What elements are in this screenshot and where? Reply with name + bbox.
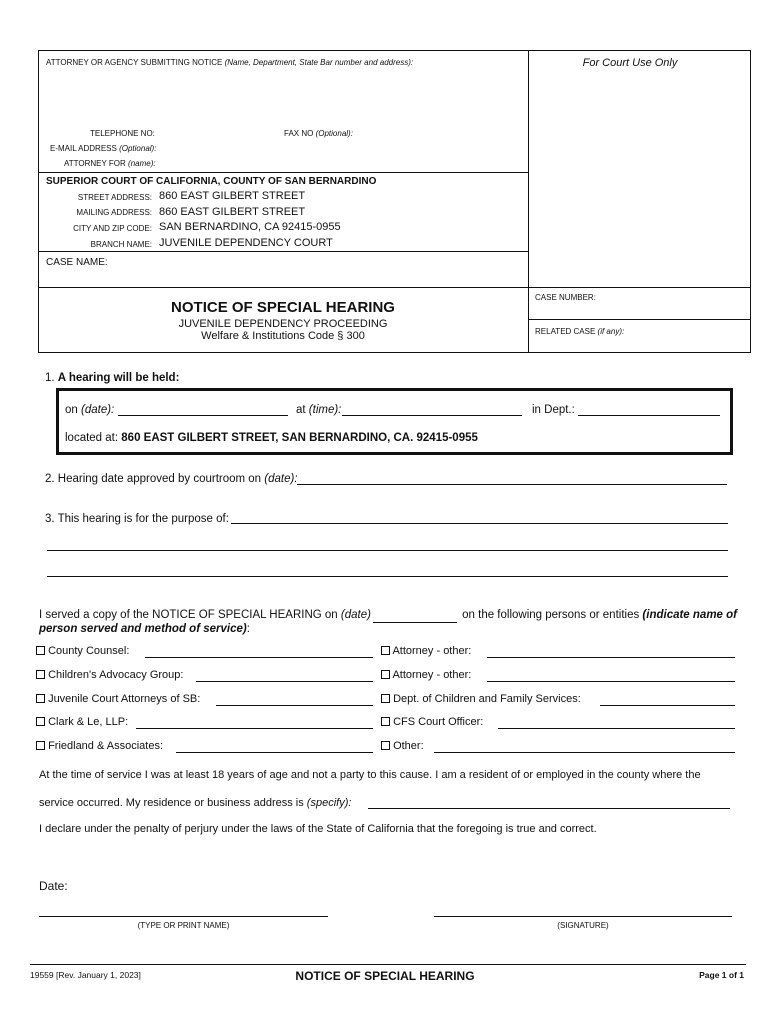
city-zip-label: CITY AND ZIP CODE:	[73, 224, 152, 233]
served-label: Attorney - other:	[392, 669, 472, 681]
attorney-label-note: (Name, Department, State Bar number and address):	[224, 58, 414, 67]
item3-purpose-line-1[interactable]	[231, 512, 728, 524]
footer-form-id: 19559 [Rev. January 1, 2023]	[30, 970, 141, 980]
attorney-for-label-text: ATTORNEY FOR	[64, 159, 126, 168]
served-label: Other:	[393, 740, 424, 752]
fax-field[interactable]	[352, 126, 512, 138]
item3-purpose-line-2[interactable]	[47, 539, 728, 551]
item3-label: 3. This hearing is for the purpose of:	[45, 513, 229, 525]
attorney-for-label-note: (name):	[128, 159, 156, 168]
on-label: on	[65, 404, 78, 416]
header-divider-vertical	[528, 50, 529, 353]
other-field[interactable]	[434, 741, 735, 753]
hearing-dept-field[interactable]	[578, 404, 720, 416]
divider-casename	[38, 251, 528, 252]
form-title: NOTICE OF SPECIAL HEARING	[171, 299, 395, 316]
item2-date-label: (date):	[264, 473, 298, 485]
attorney-for-field[interactable]	[156, 156, 516, 168]
footer-title: NOTICE OF SPECIAL HEARING	[295, 969, 475, 983]
email-label	[50, 144, 156, 153]
email-label-text: E-MAIL ADDRESS	[50, 144, 117, 153]
located-value: 860 EAST GILBERT STREET, SAN BERNARDINO, CA. 92415-0955	[121, 432, 478, 444]
fax-label-text: FAX NO	[284, 129, 314, 138]
served-dcfs[interactable]	[381, 693, 581, 705]
court-name: SUPERIOR COURT OF CALIFORNIA, COUNTY OF SAN BERNARDINO	[46, 176, 377, 187]
email-label-note: (Optional):	[119, 144, 157, 153]
service-intro-b: on the following persons or entities	[462, 609, 640, 621]
served-label: Friedland & Associates:	[48, 740, 164, 752]
service-intro-bold-b: person served and method of service)	[39, 623, 247, 635]
divider-court	[38, 172, 528, 173]
case-number-label: CASE NUMBER:	[535, 293, 596, 302]
declaration-line-2-text: service occurred. My residence or business address is	[39, 797, 304, 809]
hearing-time-field[interactable]	[342, 404, 522, 416]
fax-label	[284, 129, 353, 138]
cfs-court-officer-field[interactable]	[498, 717, 735, 729]
item2-text: 2. Hearing date approved by courtroom on	[45, 473, 262, 485]
served-juvenile-court-attorneys[interactable]	[36, 693, 200, 705]
perjury-statement: I declare under the penalty of perjury under the laws of the State of California that the foregoing is true and correct.	[39, 823, 597, 835]
attorney-other-2-field[interactable]	[487, 670, 735, 682]
telephone-field[interactable]	[156, 126, 276, 138]
print-name-caption: (TYPE OR PRINT NAME)	[137, 921, 230, 930]
friedland-field[interactable]	[176, 741, 373, 753]
served-attorney-other-2[interactable]	[381, 669, 471, 681]
served-label: Dept. of Children and Family Services:	[393, 693, 581, 705]
served-cfs-court-officer[interactable]	[381, 716, 483, 728]
checkbox[interactable]	[36, 717, 45, 726]
service-intro-bold-a: (indicate name of	[642, 609, 737, 621]
checkbox[interactable]	[381, 717, 390, 726]
related-case-text: RELATED CASE	[535, 327, 596, 336]
hearing-date-field[interactable]	[118, 404, 288, 416]
date-label: Date:	[39, 879, 68, 893]
item2-date-field[interactable]	[297, 473, 727, 485]
juvenile-court-attorneys-field[interactable]	[216, 694, 373, 706]
declaration-specify: (specify):	[306, 797, 352, 809]
served-other[interactable]	[381, 740, 424, 752]
service-date-field[interactable]	[373, 609, 457, 623]
attorney-label	[46, 58, 413, 67]
served-label: Juvenile Court Attorneys of SB:	[48, 693, 201, 705]
case-name-label: CASE NAME:	[46, 257, 108, 268]
served-county-counsel[interactable]	[36, 645, 129, 657]
checkbox[interactable]	[381, 741, 390, 750]
attorney-for-label	[64, 159, 156, 168]
case-number-field[interactable]	[535, 302, 745, 316]
at-label: at	[296, 404, 306, 416]
county-counsel-field[interactable]	[145, 646, 373, 658]
street-address-value: 860 EAST GILBERT STREET	[159, 190, 306, 202]
attorney-label-text: ATTORNEY OR AGENCY SUBMITTING NOTICE	[46, 58, 223, 67]
item1-heading	[45, 372, 179, 384]
declaration-line-1: At the time of service I was at least 18 years of age and not a party to this cause. I am a resident of or employed in the county where the	[39, 769, 701, 781]
mailing-address-label: MAILING ADDRESS:	[76, 208, 152, 217]
checkbox[interactable]	[36, 741, 45, 750]
street-address-label: STREET ADDRESS:	[77, 193, 152, 202]
served-friedland[interactable]	[36, 740, 163, 752]
item2-label	[45, 473, 298, 485]
checkbox[interactable]	[36, 646, 45, 655]
telephone-label: TELEPHONE NO:	[90, 129, 155, 138]
service-intro	[39, 609, 739, 636]
dcfs-field[interactable]	[600, 694, 735, 706]
item1-label: A hearing will be held:	[57, 372, 180, 384]
mailing-address-value: 860 EAST GILBERT STREET	[159, 206, 306, 218]
case-name-field[interactable]	[110, 254, 520, 282]
hearing-date-label	[65, 404, 114, 416]
divider-related	[528, 319, 751, 320]
checkbox[interactable]	[381, 670, 390, 679]
attorney-field[interactable]	[46, 70, 516, 126]
checkbox[interactable]	[36, 694, 45, 703]
court-use-label: For Court Use Only	[582, 57, 678, 69]
served-label: CFS Court Officer:	[393, 716, 484, 728]
date-label: (date):	[81, 404, 115, 416]
hearing-time-label	[296, 404, 341, 416]
divider-title	[38, 287, 751, 288]
related-case-label	[535, 327, 624, 336]
hearing-dept-label: in Dept.:	[532, 404, 575, 416]
childrens-advocacy-field[interactable]	[196, 670, 373, 682]
email-field[interactable]	[156, 141, 516, 153]
served-childrens-advocacy[interactable]	[36, 669, 183, 681]
form-subtitle-2: Welfare & Institutions Code § 300	[201, 330, 365, 342]
served-clark-le[interactable]	[36, 716, 128, 728]
checkbox[interactable]	[36, 670, 45, 679]
related-case-note: (if any):	[597, 327, 625, 336]
declaration-line-2	[39, 797, 351, 809]
form-subtitle-1: JUVENILE DEPENDENCY PROCEEDING	[178, 318, 388, 330]
print-name-field[interactable]	[39, 903, 328, 917]
branch-name-value: JUVENILE DEPENDENCY COURT	[159, 237, 333, 249]
residence-address-field[interactable]	[368, 797, 730, 809]
service-intro-date: (date)	[340, 609, 371, 621]
hearing-box	[56, 388, 733, 455]
service-intro-a: I served a copy of the NOTICE OF SPECIAL HEARING on	[39, 609, 338, 621]
item1-number: 1.	[45, 372, 55, 384]
checkbox[interactable]	[381, 646, 390, 655]
clark-le-field[interactable]	[136, 717, 373, 729]
served-attorney-other-1[interactable]	[381, 645, 471, 657]
served-label: County Counsel:	[48, 645, 130, 657]
signature-field[interactable]	[434, 903, 732, 917]
attorney-other-1-field[interactable]	[487, 646, 735, 658]
item3-purpose-line-3[interactable]	[47, 565, 728, 577]
served-label: Clark & Le, LLP:	[48, 716, 129, 728]
time-label: (time):	[308, 404, 342, 416]
fax-label-note: (Optional):	[315, 129, 353, 138]
located-label: located at:	[65, 432, 119, 444]
related-case-field[interactable]	[535, 336, 745, 350]
signature-caption: (SIGNATURE)	[557, 921, 609, 930]
city-zip-value: SAN BERNARDINO, CA 92415-0955	[159, 221, 341, 233]
checkbox[interactable]	[381, 694, 390, 703]
served-label: Children's Advocacy Group:	[48, 669, 184, 681]
footer-page: Page 1 of 1	[699, 970, 744, 980]
service-intro-colon: :	[246, 623, 250, 635]
branch-name-label: BRANCH NAME:	[90, 240, 152, 249]
footer-rule	[30, 964, 746, 965]
hearing-location	[65, 432, 478, 444]
served-label: Attorney - other:	[392, 645, 472, 657]
